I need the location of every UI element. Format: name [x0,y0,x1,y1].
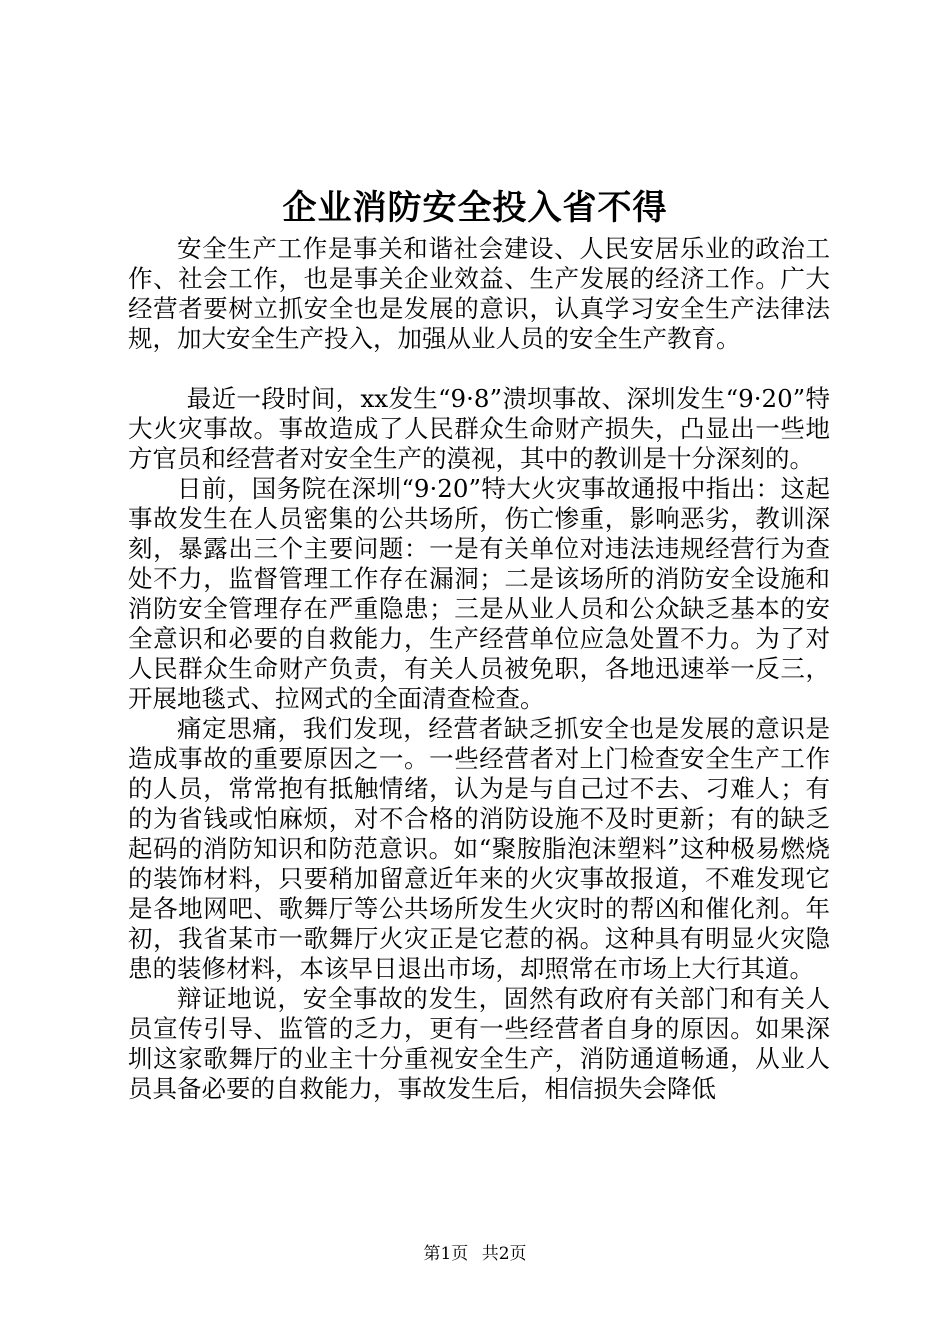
page-number: 第1页 [423,1244,469,1264]
page-total: 共2页 [481,1244,527,1264]
paragraph-1: 安全生产工作是事关和谐社会建设、人民安居乐业的政治工作、社会工作，也是事关企业效益、生产发展的经济工作。广大经营者要树立抓安全也是发展的意识，认真学习安全生产法律法规，加大安全生产投入，加强从业人员的安全生产教育。 [128,234,830,353]
paragraph-2: 最近一段时间，xx发生“9·8”溃坝事故、深圳发生“9·20”特大火灾事故。事故造成了人民群众生命财产损失，凸显出一些地方官员和经营者对安全生产的漠视，其中的教训是十分深刻的。 [128,384,830,473]
page-footer [0,1242,950,1266]
paragraph-4: 痛定思痛，我们发现，经营者缺乏抓安全也是发展的意识是造成事故的重要原因之一。一些经营者对上门检查安全生产工作的人员，常常抱有抵触情绪，认为是与自己过不去、刁难人；有的为省钱或怕麻烦，对不合格的消防设施不及时更新；有的缺乏起码的消防知识和防范意识。如“聚胺脂泡沫塑料”这种极易燃烧的装饰材料，只要稍加留意近年来的火灾事故报道，不难发现它是各地网吧、歌舞厅等公共场所发生火灾时的帮凶和催化剂。年初，我省某市一歌舞厅火灾正是它惹的祸。这种具有明显火灾隐患的装修材料，本该早日退出市场，却照常在市场上大行其道。 [128,714,830,983]
paragraph-5: 辩证地说，安全事故的发生，固然有政府有关部门和有关人员宣传引导、监管的乏力，更有一些经营者自身的原因。如果深圳这家歌舞厅的业主十分重视安全生产，消防通道畅通，从业人员具备必要的自救能力，事故发生后，相信损失会降低 [128,984,830,1103]
document-body [128,234,830,1104]
paragraph-3: 日前，国务院在深圳“9·20”特大火灾事故通报中指出：这起事故发生在人员密集的公共场所，伤亡惨重，影响恶劣，教训深刻，暴露出三个主要问题：一是有关单位对违法违规经营行为查处不力，监督管理工作存在漏洞；二是该场所的消防安全设施和消防安全管理存在严重隐患；三是从业人员和公众缺乏基本的安全意识和必要的自救能力，生产经营单位应急处置不力。为了对人民群众生命财产负责，有关人员被免职，各地迅速举一反三，开展地毯式、拉网式的全面清查检查。 [128,474,830,713]
document-title: 企业消防安全投入省不得 [282,188,668,228]
